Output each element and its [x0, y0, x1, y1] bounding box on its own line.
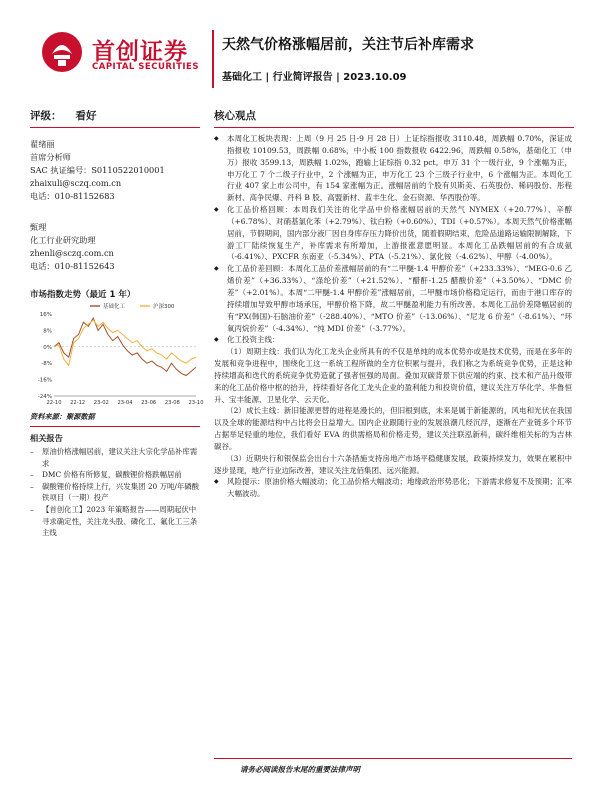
footer-divider — [214, 758, 572, 759]
rating — [30, 108, 97, 123]
header-divider — [212, 30, 214, 88]
analyst-phone: 电话：010-81152643 — [30, 261, 115, 271]
legal-footer: 请务必阅读报告末尾的重要法律声明 — [240, 765, 360, 774]
analyst-role: 首席分析师 — [30, 152, 71, 162]
related-report-item[interactable]: – DMC 价格有所修复，碳酸锂价格跌幅居前 — [30, 469, 202, 481]
x-tick-label: 22-12 — [70, 400, 86, 406]
analyst-role: 化工行业研究助理 — [30, 235, 96, 245]
capital-securities-logo-icon — [40, 30, 84, 74]
x-tick-label: 22-10 — [46, 400, 62, 406]
related-divider — [30, 426, 200, 427]
related-report-item[interactable]: – 碳酸锂价格持续上行，兴发集团 20 万吨/年磷酸铁项目（一期）投产 — [30, 481, 202, 504]
paragraph-spread-review: ◆ 化工品价差回顾：本周化工品价差涨幅居前的有“二甲醚-1.4 甲醇价差”（+233.33%）、“MEG-0.6 乙烯价差”（+36.33%）、“涤纶价差”（+21.52%）、“醋酐-1.25 醋酸价差”（+3.50%）、“DMC 价差”（+2.01%）。本周“二甲醚-1.4 甲醇价差”涨幅居前，二甲醚市场价格稳定运行，而由于港口库存的持续增加导致甲醇市场承压，甲醇价格下降，故二甲醚盈利能力有所改善。本周化工品价差降幅居前的有“PX(韩国)-石脑油价差”（-288.40%）、“MTO 价差”（-13.06%）、“尼龙 6 价差”（-8.61%）、“环氧丙烷价差”（-4.34%）、“纯 MDI 价差”（-3.77%）。 — [214, 263, 572, 334]
paragraph-investment-theme: ◆ 化工投资主线： — [214, 334, 572, 346]
logo-text: 首创证券 — [92, 39, 188, 65]
analyst-2 — [30, 221, 115, 273]
analyst-phone: 电话：010-81152683 — [30, 191, 115, 201]
paragraph-price-review: ◆ 化工品价格回顾：本周我们关注的化学品中价格涨幅居前的天然气 NYMEX（+20.77%）、辛醇（+6.78%）、对硝基氯化苯（+2.79%）、钛白粉（+0.60%）、TDI（+0.57%）。本周天然气价格涨幅居前，节假期间，国内部分液厂因自身库存压力降价出货，随着假期结束，危险品道路运输限制解除，下游工厂陆续恢复生产，补库需求有所增加，上游报涨意愿明显。本周化工品跌幅居前的有合成氨（-6.41%）、PXCFR 东南亚（-5.34%）、PTA（-5.21%）、氯化铵（-4.62%）、甲醇（-4.00%）。 — [214, 204, 572, 263]
rating-label: 评级： — [30, 110, 62, 122]
paragraph-sector-performance: ◆ 本周化工板块表现：上周（9 月 25 日-9 月 28 日）上证综指报收 3110.48，周跌幅 0.70%，深证成指报收 10109.53，周跌幅 0.68%，中小板 100 指数报收 6422.96，周跌幅 0.58%，基础化工（申万）报收 3599.13，周跌幅 1.02%，跑输上证综指 0.32 pct。申万 31 个一级行业，9 个涨幅为正，申万化工 7 个二级子行业中，2 个涨幅为正，申万化工 23 个三级子行业中，6 个涨幅为正。本周化工行业 407 家上市公司中，有 154 家涨幅为正。涨幅居前的个股有贝斯美、石英股份、稀码股份、彤程新材、高争民爆、丹科 B 股、高盟新材、蓝丰生化、金石资源、华西股份等。 — [214, 133, 572, 204]
rating-value: 看好 — [75, 110, 97, 122]
legend-label: 沪深300 — [153, 304, 175, 310]
chart-title: 市场指数走势（最近 1 年） — [30, 290, 136, 300]
series-line-1 — [54, 320, 196, 365]
related-report-item[interactable]: – 原油价格涨幅居前，建议关注大宗化学品补库需求 — [30, 446, 202, 469]
legend-label: 基础化工 — [103, 304, 126, 310]
analyst-name: 翟绪丽 — [30, 139, 55, 149]
paragraph-risk-warning: ◆ 风险提示：原油价格大幅波动；化工品价格大幅波动；地缘政治形势恶化；下游需求修复不及预期；汇率大幅波动。 — [214, 476, 572, 500]
y-tick-label: 8% — [43, 328, 52, 335]
related-reports-title: 相关报告 — [30, 433, 63, 443]
related-report-item[interactable]: – 【首创化工】2023 年策略报告——周期起伏中寻求确定性，关注龙头股、磷化工、氟化工三条主线 — [30, 504, 202, 539]
y-tick-label: -8% — [41, 361, 52, 368]
x-tick-label: 23-04 — [117, 400, 133, 406]
report-subtitle: 基础化工 | 行业简评报告 | 2023.10.09 — [222, 72, 407, 83]
core-views-title: 核心观点 — [214, 110, 256, 122]
analyst-name: 甄理 — [30, 222, 47, 232]
y-tick-label: -24% — [37, 394, 52, 400]
report-title: 天然气价格涨幅居前，关注节后补库需求 — [222, 37, 474, 53]
x-tick-label: 23-10 — [188, 400, 204, 406]
rating-divider — [30, 127, 200, 128]
y-tick-label: -16% — [37, 377, 52, 384]
paragraph-property-theme: （3）近期央行和银保监会出台十六条措施支持房地产市场平稳健康发展，政策持续发力，效果在累积中逐步显现，地产行业边际改善，建议关注龙佰集团、远兴能源。 — [214, 453, 572, 475]
y-tick-label: 16% — [39, 312, 52, 318]
logo-english: CAPITAL SECURITIES — [92, 62, 199, 72]
core-views-content — [214, 133, 572, 500]
core-divider — [214, 127, 574, 128]
y-tick-label: 0% — [43, 344, 52, 351]
analyst-cert: SAC 执证编号：S0110522010001 — [30, 165, 165, 175]
paragraph-cycle-theme: （1）周期主线：我们认为化工龙头企业所具有的不仅是单纯的成本优势亦或是技术优势，而是在多年的发展和竞争进程中，围绕化工这一系统工程所做的全方位积累与提升，我们称之为系统竞争优势，正是这种持续增高和迭代的系统竞争优势造就了强者恒强的局面。叠加双碳背景下供应端的约束、技术和产品升级带来的化工品价格中枢的抬升，持续看好各化工龙头企业的盈利能力和投资价值，建议关注万华化学、华鲁恒升、宝丰能源、卫星化学、云天化。 — [214, 347, 572, 404]
paragraph-growth-theme: （2）成长主线：新旧能源更替的进程是漫长的，但旧根到底，未来是属于新能源的，风电和光伏在我国以及全球的能源结构中占比将会日益增大。国内企业跟随行业的发展浪潮几经沉浮，逐渐在产业链多个环节占据举足轻重的地位，我们看好 EVA 的供需格局和价格走势，建议关注联泓新科，碳纤维相关标的为吉林碳谷。 — [214, 406, 572, 451]
analyst-1 — [30, 138, 165, 203]
chart-source: 资料来源：聚源数据 — [30, 412, 95, 421]
x-tick-label: 23-02 — [93, 400, 109, 406]
x-tick-label: 23-06 — [141, 400, 157, 406]
x-tick-label: 23-08 — [164, 400, 180, 406]
analyst-email[interactable]: zhaixuli@sczq.com.cn — [30, 178, 122, 188]
related-reports-list — [30, 446, 202, 539]
analyst-email[interactable]: zhenli@sczq.com.cn — [30, 248, 114, 258]
market-index-chart — [30, 300, 204, 410]
